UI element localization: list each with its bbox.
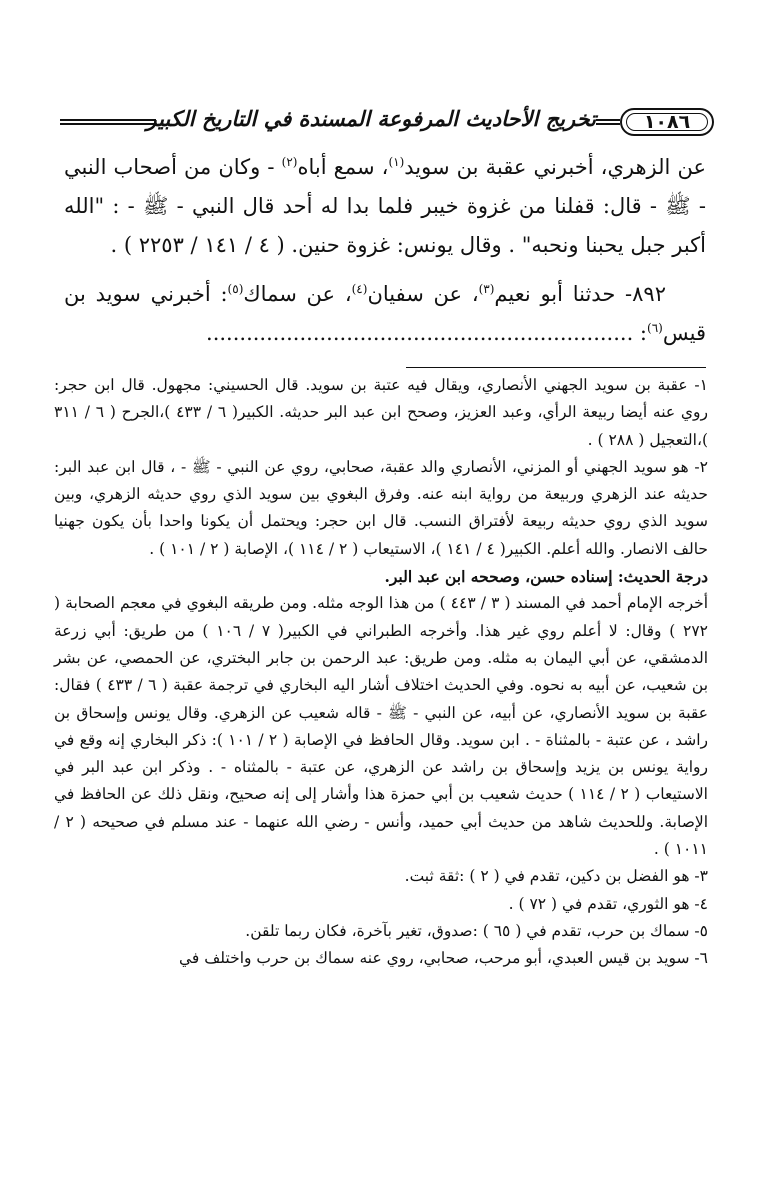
running-title: تخريج الأحاديث المرفوعة المسندة في التاريخ الكبير xyxy=(146,106,596,131)
footnote-ref-6: (٦) xyxy=(647,321,663,335)
footnote-ref-1: (١) xyxy=(388,155,405,169)
takhrij-paragraph: أخرجه الإمام أحمد في المسند ( ٣ / ٤٤٣ ) من هذا الوجه مثله. ومن طريقه البغوي في معجم الصحابة ( ٢٧٢ ) وقال: لا أعلم روي غير هذا. وأخرجه الطبراني في الكبير( ٧ / ١٠٦ ) من طريق: أبي زرعة الدمشقي، عن أبي اليمان به مثله. ومن طريق: عبد الرحمن بن جابر البختري، عن الحمصي، عن بشر بن شعيب، عن أبيه به نحوه. وفي الحديث اختلاف أشار اليه البخاري في ترجمة عقبة ( ٦ / ٤٣٣ ) فقال: عقبة بن سويد الأنصاري، عن أبيه، عن النبي - ﷺ - قاله شعيب عن الزهري. وقال يونس وإسحاق بن راشد ، عن عتبة - بالمثناة - . ابن سويد. وقال الحافظ في الإصابة ( ٢ / ١٠١ ): ذكر البخاري إنه وقع في رواية يونس بن يزيد وإسحاق بن راشد عن الزهري، عن عتبة - بالمثناه - . وذكر ابن عبد البر في الاستيعاب ( ٢ / ١١٤ ) حديث شعيب بن أبي حمزة هذا وأشار إلى إنه صحيح، ونقل ذلك عن الحافظ في الإصابة. وللحديث شاهد من حديث أبي حميد، وأنس - رضي الله عنهما - عند مسلم في صحيحه ( ٢ / ١٠١١ ) . xyxy=(54,594,709,859)
footnotes xyxy=(54,372,708,973)
page-number: ١٠٨٦ xyxy=(643,111,691,133)
hadith-892: ٨٩٢- حدثنا أبو نعيم$^{(٣)}$، عن سفيان$^{(٤)}$، عن سماك$^{(٥)}$: أخبرني سويد بن قيس$^{(٦)}$: ................................................................ xyxy=(64,282,706,345)
header-rule-left xyxy=(60,119,156,125)
header-rule-right xyxy=(596,119,620,125)
footnote-3: ٣- هو الفضل بن دكين، تقدم في ( ٢ ) :ثقة ثبت. xyxy=(404,867,708,886)
hadith-text-continuation: عن الزهري، أخبرني عقبة بن سويد$^{(١)}$، سمع أباه$^{(٢)}$ - وكان من أصحاب النبي - ﷺ - قال: قفلنا من غزوة خيبر فلما بدا له أحد قال النبي - ﷺ - : "الله أكبر جبل يحبنا ونحبه" . وقال يونس: غزوة حنين. ( ٤ / ١٤١ / ٢٢٥٣ ) . xyxy=(64,155,706,257)
page-number-badge xyxy=(620,108,714,136)
footnote-1: ١- عقبة بن سويد الجهني الأنصاري، ويقال فيه عتبة بن سويد. قال الحسيني: مجهول. قال ابن حجر: روي عنه أيضا ربيعة الرأي، وعبد العزيز، وصحح ابن عبد البر حديثه. الكبير( ٦ / ٤٣٣ )،الجرح ( ٦ / ٣١١ )،التعجيل ( ٢٨٨ ) . xyxy=(54,376,709,449)
footnote-6: ٦- سويد بن قيس العبدي، أبو مرحب، صحابي، روي عنه سماك بن حرب واختلف في xyxy=(179,949,708,968)
footnote-ref-4: (٤) xyxy=(351,282,368,296)
footnote-ref-3: (٣) xyxy=(478,282,495,296)
footnote-separator xyxy=(406,367,706,368)
footnote-ref-2: (٢) xyxy=(281,155,298,169)
main-text xyxy=(64,148,706,353)
hadith-grade: درجة الحديث: إسناده حسن، وصححه ابن عبد البر. xyxy=(384,567,708,587)
footnote-4: ٤- هو الثوري، تقدم في ( ٧٢ ) . xyxy=(508,894,708,913)
footnote-2: ٢- هو سويد الجهني أو المزني، الأنصاري والد عقبة، صحابي، روي عن النبي - ﷺ - ، قال ابن عبد البر: حديثه عند الزهري وربيعة من رواية ابنه عنه. وفرق البغوي بين سويد الذي روي حديثه الزهري، وبين سويد الذي روي حديثه ربيعة لأفتراق النسب. قال ابن حجر: ويحتمل أن يكونا واحدا بأن يكون جهنيا حالف الانصار. والله أعلم. الكبير( ٤ / ١٤١ )، الاستيعاب ( ٢ / ١١٤ )، الإصابة ( ٢ / ١٠١ ) . xyxy=(54,457,708,558)
page-header xyxy=(60,104,714,140)
footnote-ref-5: (٥) xyxy=(227,282,244,296)
footnote-5: ٥- سماك بن حرب، تقدم في ( ٦٥ ) :صدوق، تغير بآخرة، فكان ربما تلقن. xyxy=(245,921,708,940)
